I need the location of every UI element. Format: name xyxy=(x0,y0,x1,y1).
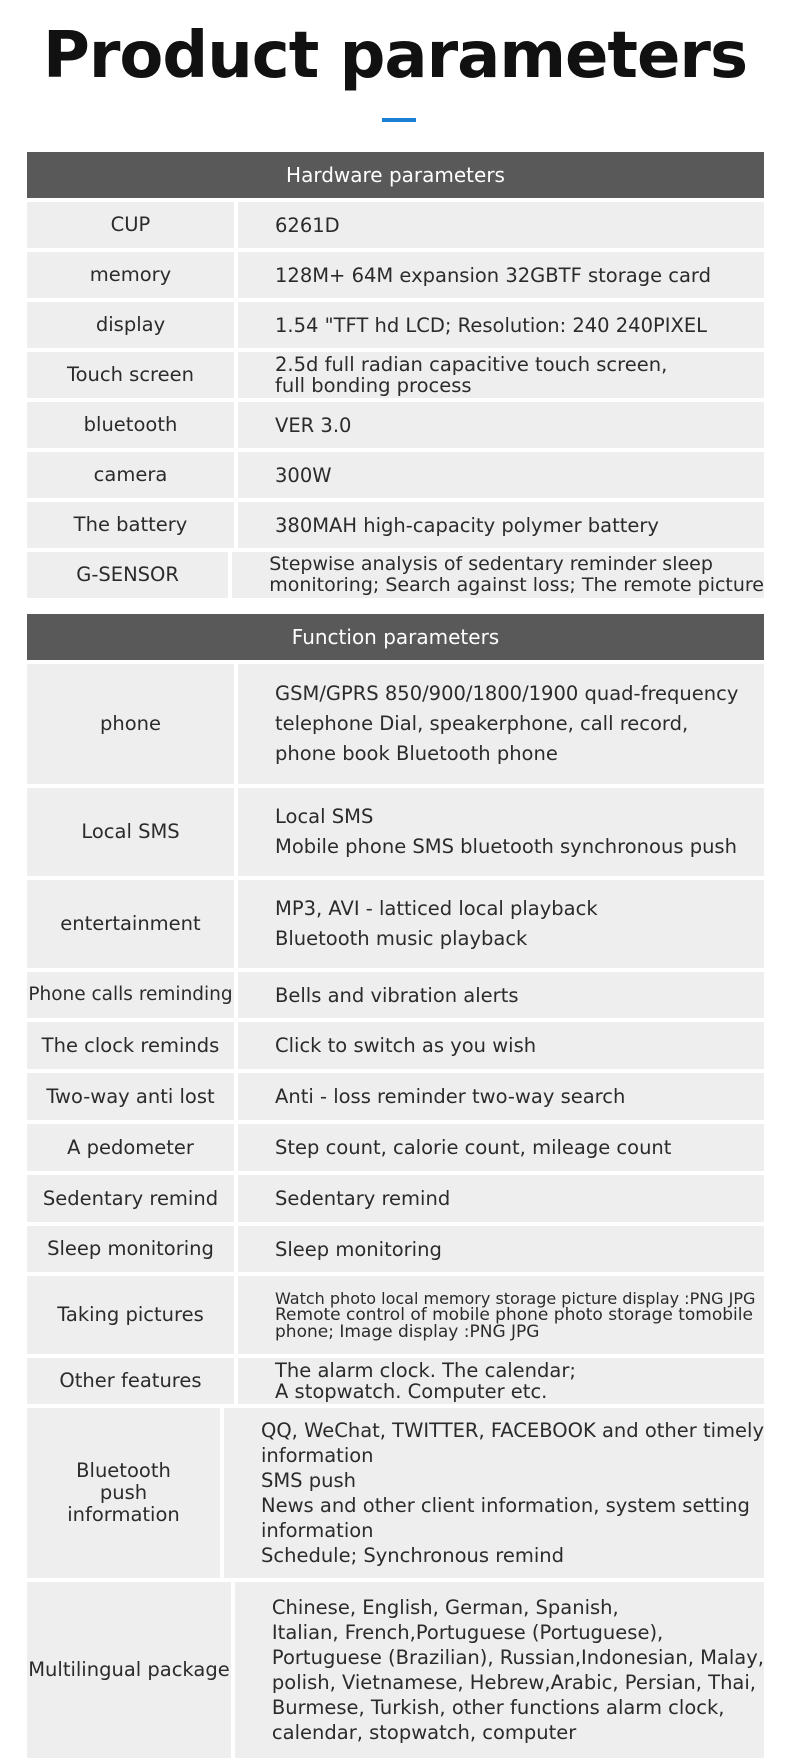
value-line: Step count, calorie count, mileage count xyxy=(275,1136,672,1159)
param-value xyxy=(235,1582,764,1758)
param-value xyxy=(238,352,764,398)
value-line: phone book Bluetooth phone xyxy=(275,742,558,765)
param-label: camera xyxy=(27,452,234,498)
value-line: information xyxy=(260,1519,374,1542)
param-value xyxy=(238,1124,764,1171)
param-value xyxy=(238,880,764,968)
value-line: Bells and vibration alerts xyxy=(275,983,519,1007)
param-value xyxy=(238,202,764,248)
table-row xyxy=(27,1408,764,1578)
table-row xyxy=(27,552,764,598)
value-line: Bluetooth music playback xyxy=(275,927,528,950)
table-row xyxy=(27,1073,764,1120)
param-label: Taking pictures xyxy=(27,1276,234,1354)
table-row xyxy=(27,788,764,876)
value-line: Watch photo local memory storage picture display :PNG JPG xyxy=(275,1288,756,1308)
value-line: A stopwatch. Computer etc. xyxy=(275,1380,548,1403)
value-line: 128M+ 64M expansion 32GBTF storage card xyxy=(275,263,711,287)
value-line: News and other client information, system setting xyxy=(260,1494,750,1517)
param-value xyxy=(238,972,764,1018)
value-line: 6261D xyxy=(275,213,340,237)
value-line: Stepwise analysis of sedentary reminder sleep xyxy=(269,553,713,575)
value-line: calendar, stopwatch, computer xyxy=(271,1721,577,1744)
param-label: display xyxy=(27,302,234,348)
table-row xyxy=(27,1022,764,1069)
value-line: 300W xyxy=(275,463,332,487)
hardware-header: Hardware parameters xyxy=(27,152,764,198)
value-line: Italian, French,Portuguese (Portuguese), xyxy=(271,1621,664,1644)
value-line: Chinese, English, German, Spanish, xyxy=(271,1596,619,1619)
page-title: Product parameters xyxy=(42,19,748,93)
title-accent-bar xyxy=(382,118,416,122)
value-line: GSM/GPRS 850/900/1800/1900 quad-frequency xyxy=(275,682,739,705)
param-label: Other features xyxy=(27,1358,234,1404)
value-line: full bonding process xyxy=(275,374,472,397)
table-row xyxy=(27,1175,764,1222)
param-value xyxy=(238,452,764,498)
param-label: memory xyxy=(27,252,234,298)
hardware-section xyxy=(27,152,764,598)
value-line: monitoring; Search against loss; The remote picture xyxy=(269,574,764,596)
value-line: Click to switch as you wish xyxy=(275,1034,537,1057)
param-label: Two-way anti lost xyxy=(27,1073,234,1120)
value-line: Sedentary remind xyxy=(275,1187,451,1210)
param-label: phone xyxy=(27,664,234,784)
param-value xyxy=(238,1175,764,1222)
value-line: Local SMS xyxy=(275,805,374,828)
param-label: Local SMS xyxy=(27,788,234,876)
value-line: QQ, WeChat, TWITTER, FACEBOOK and other timely xyxy=(260,1419,764,1442)
value-line: Anti - loss reminder two-way search xyxy=(275,1085,626,1108)
table-row xyxy=(27,252,764,298)
param-label: G-SENSOR xyxy=(27,552,228,598)
function-section xyxy=(27,614,764,1758)
param-label: A pedometer xyxy=(27,1124,234,1171)
param-value xyxy=(238,788,764,876)
param-label: entertainment xyxy=(27,880,234,968)
table-row xyxy=(27,1124,764,1171)
param-value xyxy=(238,252,764,298)
param-value xyxy=(238,402,764,448)
param-value xyxy=(224,1408,764,1578)
value-line: Remote control of mobile phone photo storage tomobile xyxy=(275,1304,753,1325)
param-value xyxy=(238,1022,764,1069)
table-row xyxy=(27,352,764,398)
value-line: VER 3.0 xyxy=(275,413,352,437)
param-value xyxy=(232,552,764,598)
table-row xyxy=(27,402,764,448)
value-line: Schedule; Synchronous remind xyxy=(260,1544,564,1567)
table-row xyxy=(27,452,764,498)
table-row xyxy=(27,302,764,348)
table-row xyxy=(27,1582,764,1758)
table-row xyxy=(27,880,764,968)
param-value xyxy=(238,302,764,348)
value-line: Burmese, Turkish, other functions alarm clock, xyxy=(271,1696,725,1719)
param-label: The battery xyxy=(27,502,234,548)
value-line: Sleep monitoring xyxy=(275,1237,442,1261)
table-row xyxy=(27,1358,764,1404)
param-label: Phone calls reminding xyxy=(27,972,234,1018)
param-value xyxy=(238,1226,764,1272)
param-value xyxy=(238,1073,764,1120)
table-row xyxy=(27,1226,764,1272)
value-line: phone; Image display :PNG JPG xyxy=(275,1321,540,1342)
param-value xyxy=(238,1358,764,1404)
param-label: Sleep monitoring xyxy=(27,1226,234,1272)
param-label: CUP xyxy=(27,202,234,248)
value-line: SMS push xyxy=(260,1469,357,1492)
table-row xyxy=(27,502,764,548)
table-row xyxy=(27,972,764,1018)
value-line: MP3, AVI - latticed local playback xyxy=(275,897,598,920)
param-label: The clock reminds xyxy=(27,1022,234,1069)
value-line: telephone Dial, speakerphone, call record, xyxy=(275,712,689,735)
param-value xyxy=(238,502,764,548)
function-header: Function parameters xyxy=(27,614,764,660)
param-label: bluetooth xyxy=(27,402,234,448)
param-label: Bluetooth push information xyxy=(27,1408,220,1578)
param-value xyxy=(238,664,764,784)
table-row xyxy=(27,1276,764,1354)
param-label: Touch screen xyxy=(27,352,234,398)
value-line: information xyxy=(260,1444,374,1467)
value-line: Mobile phone SMS bluetooth synchronous push xyxy=(275,835,737,858)
param-label: Sedentary remind xyxy=(27,1175,234,1222)
table-row xyxy=(27,664,764,784)
value-line: 1.54 "TFT hd LCD; Resolution: 240 240PIXEL xyxy=(275,313,708,337)
param-value xyxy=(238,1276,764,1354)
value-line: 2.5d full radian capacitive touch screen, xyxy=(275,353,668,376)
param-label: Multilingual package xyxy=(27,1582,231,1758)
value-line: polish, Vietnamese, Hebrew,Arabic, Persian, Thai, xyxy=(271,1671,756,1694)
value-line: The alarm clock. The calendar; xyxy=(275,1359,576,1382)
value-line: 380MAH high-capacity polymer battery xyxy=(275,513,659,537)
table-row xyxy=(27,202,764,248)
value-line: Portuguese (Brazilian), Russian,Indonesian, Malay, xyxy=(271,1646,764,1669)
